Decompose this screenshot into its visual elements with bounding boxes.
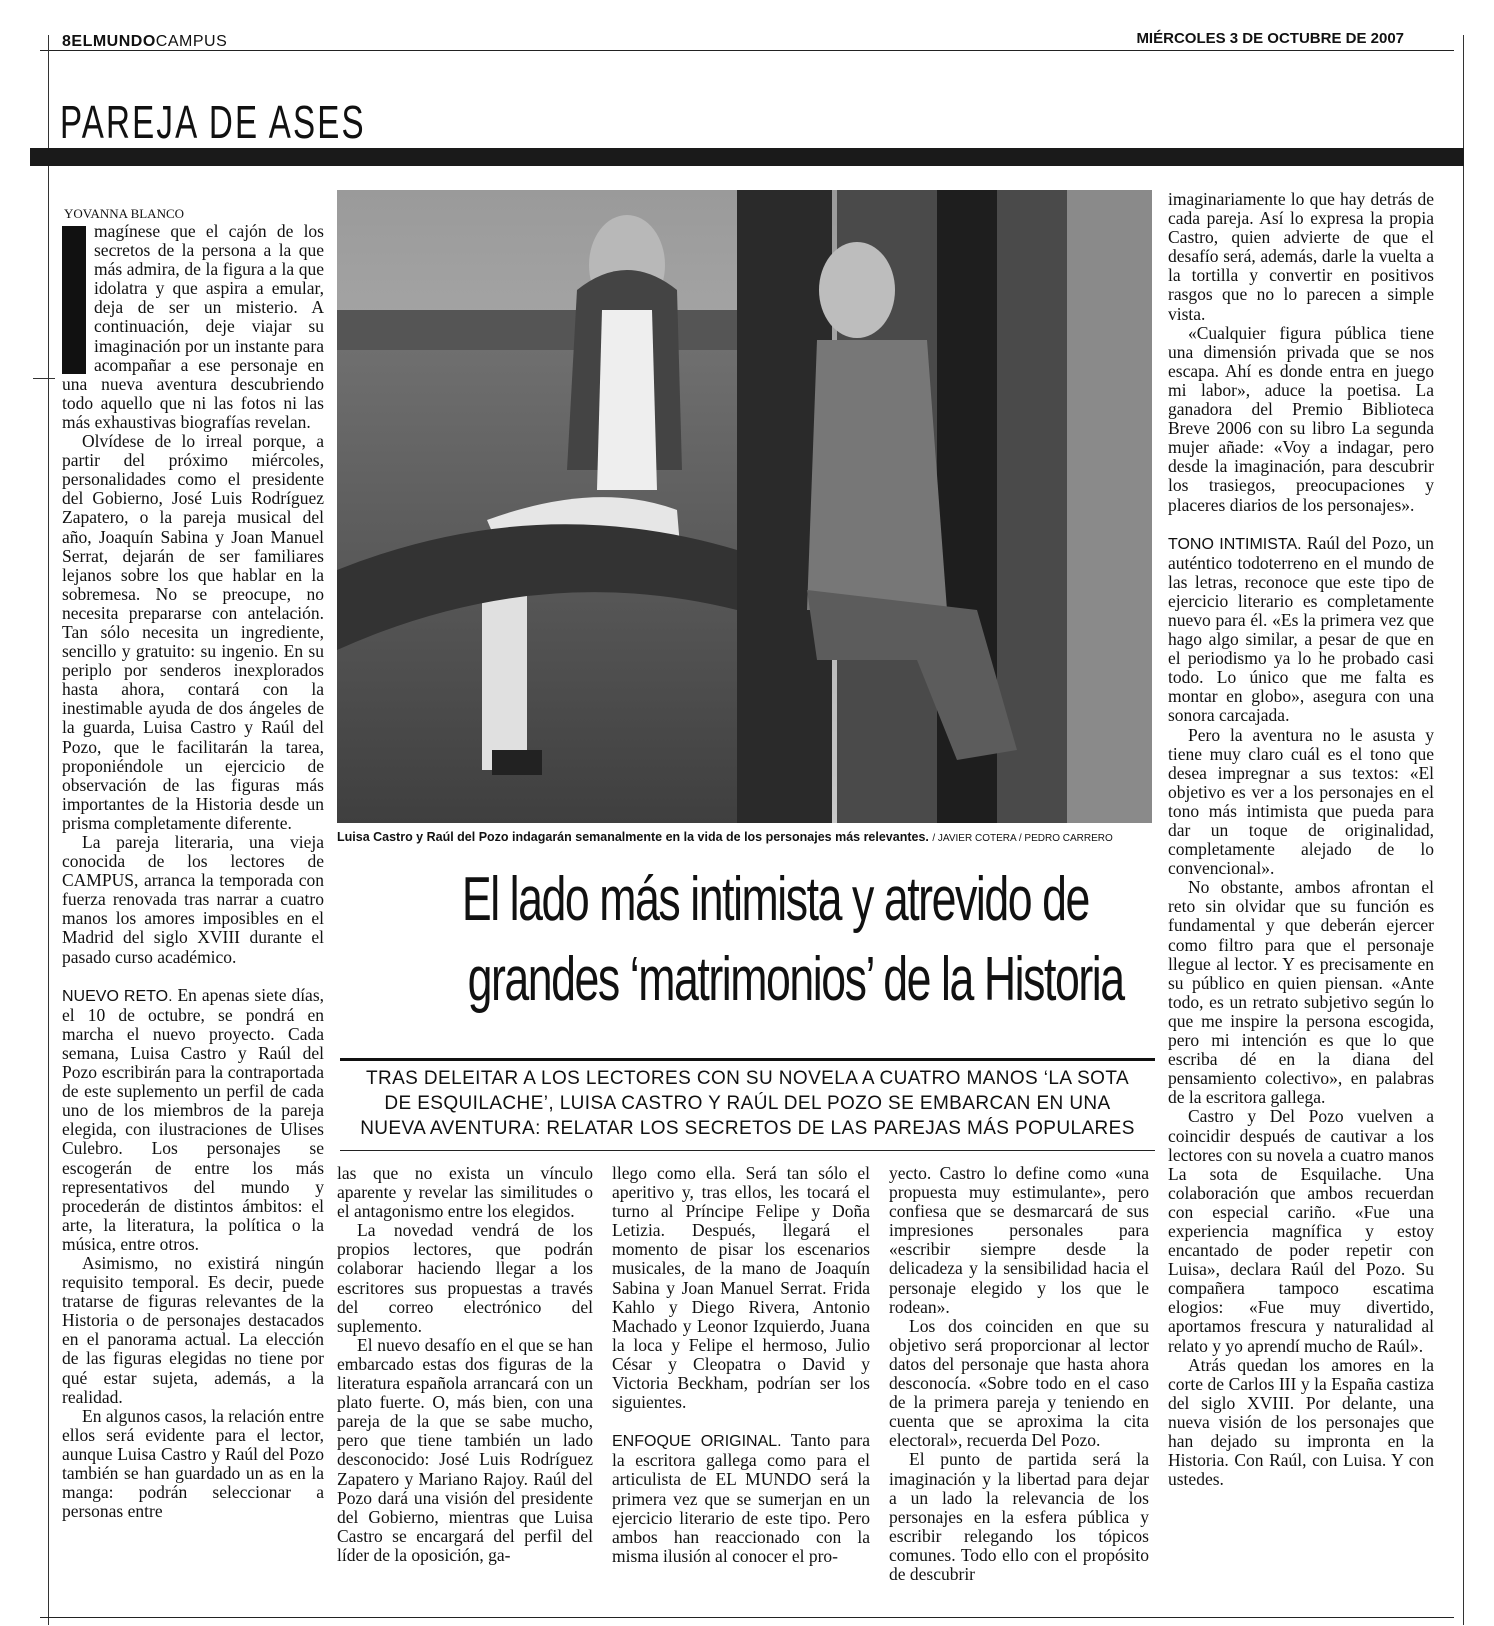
paragraph: La pareja literaria, una vieja conocida de los lectores de CAMPUS, arranca la temporada con fuerza renovada tras narrar a cuatro manos los amores imposibles en el Madrid del siglo XVIII durante el pasado curso académico. [62,832,324,967]
paragraph: No obstante, ambos afrontan el reto sin olvidar que su función es fundamental y que deberán ejercer como filtro para que el personaje llegue al lector. Y es precisamente en su público en quien piensan. «Ante todo, es un retrato subjetivo según lo que me inspire la persona escogida, pero mi intención es que lo que escriba dé en la diana del pensamiento colectivo», en palabras de la escritora gallega. [1168,877,1434,1108]
column-1 [62,222,324,1617]
margin-tick [33,378,55,379]
paragraph: Los dos coinciden en que su objetivo será proporcionar al lector datos del personaje que hasta ahora desconocía. «Sobre todo en el caso de la primera pareja y teniendo en cuenta que se aproxima la cita electoral», recuerda Del Pozo. [889,1315,1149,1451]
column-3 [612,1164,870,1614]
paragraph: ENFOQUE ORIGINAL. Tanto para la escritora gallega como para el articulista de EL MUNDO será la primera vez que se sumerjan en un ejercicio literario de este tipo. Pero ambos han reaccionado con la misma ilusión al conocer el pro- [612,1430,870,1566]
headline-line: El lado más intimista y atrevido de [461,865,1089,934]
brand-name: ELMUNDO [71,33,156,50]
deck-rule [340,1150,1155,1151]
column-4 [889,1164,1149,1614]
byline: YOVANNA BLANCO [64,206,185,221]
paragraph: Asimismo, no existirá ningún requisito temporal. Es decir, puede tratarse de figuras relevantes de la Historia o de personajes destacados en el panorama actual. La elección de las figuras elegidas no tiene por qué estar sujeta, además, a la realidad. [62,1252,324,1407]
kicker: TONO INTIMISTA. [1168,535,1302,553]
issue-date: MIÉRCOLES 3 DE OCTUBRE DE 2007 [1136,30,1404,47]
deck-line: TRAS DELEITAR A LOS LECTORES CON SU NOVELA A CUATRO MANOS ‘LA SOTA [365,1068,1130,1089]
column-2 [337,1164,593,1614]
column-5 [1168,190,1434,1615]
paragraph: Atrás quedan los amores en la corte de Carlos III y la España castiza del siglo XVIII. Por delante, una nueva visión de los personajes que han dejado su impronta en la Historia. Con Raúl, con Luisa. Y con ustedes. [1168,1354,1434,1490]
kicker: NUEVO RETO. [62,987,173,1005]
paragraph: «Cualquier figura pública tiene una dimensión privada que se nos escapa. Ahí es donde entra en juego mi labor», aduce la poetisa. La ganadora del Premio Biblioteca Breve 2006 con su libro La segunda mujer añade: «Voy a indagar, pero desde la imaginación, para descubrir los trasiegos, preocupaciones y placeres diarios de los personajes». [1168,322,1434,515]
page-number: 8 [62,33,72,50]
paragraph: magínese que el cajón de los secretos de la persona a la que más admira, de la figura a la que idolatra y que aspira a emular, deja de ser un misterio. A continuación, deje viajar su imaginación por un instante para acompañar a ese personaje en una nueva aventura descubriendo todo aquello que ni las fotos ni las más exhaustivas biografías revelan. [62,222,324,432]
headline [340,860,1150,1020]
paragraph: NUEVO RETO. En apenas siete días, el 10 de octubre, se pondrá en marcha el nuevo proyecto. Cada semana, Luisa Castro y Raúl del Pozo escribirán para la contraportada de este suplemento un perfil de cada uno de los miembros de la pareja elegida, con ilustraciones de Ulises Culebro. Los personajes se escogerán de entre los más representativos del mundo y procederán de distintos ámbitos: el arte, la literatura, la política o la música, entre otros. [62,984,324,1254]
deck [340,1066,1155,1141]
page-folio [62,33,227,51]
paragraph: TONO INTIMISTA. Raúl del Pozo, un auténtico todoterreno en el mundo de las letras, reconoce que este tipo de ejercicio literario es completamente nuevo para él. «Es la primera vez que hago algo similar, a pesar de que en el periodismo ya lo he probado casi todo. Lo único que me falta es montar en globo», asegura con una sonora carcajada. [1168,532,1434,726]
drop-cap [62,226,86,374]
deck-line: DE ESQUILACHE’, LUISA CASTRO Y RAÚL DEL POZO SE EMBARCAN EN UNA [384,1093,1111,1114]
footer-rule [40,1617,1454,1618]
margin-line-right [1463,35,1464,1625]
paragraph: Olvídese de lo irreal porque, a partir del próximo miércoles, personalidades como el presidente del Gobierno, José Luis Rodríguez Zapatero, o la pareja musical del año, Joaquín Sabina y Joan Manuel Serrat, dejarán de ser familiares lejanos sobre los que hablar en la sobremesa. No se preocupe, no necesita prepararse con antelación. Tan sólo necesita un ingrediente, sencillo y gratuito: su ingenio. En su periplo por senderos inexplorados hasta ahora, contará con la inestimable ayuda de dos ángeles de la guarda, Luisa Castro y Raúl del Pozo, que le facilitarán la tarea, proponiéndole un ejercicio de observación de las figuras más importantes de la Historia desde un prisma completamente diferente. [62,431,324,833]
photo-caption: Luisa Castro y Raúl del Pozo indagarán semanalmente en la vida de los personajes más relevantes. / JAVIER COTERA / PEDRO CARRERO [337,830,1113,844]
article-photo [337,190,1152,823]
paragraph: Pero la aventura no le asusta y tiene muy claro cuál es el tono que desea impregnar a sus textos: «El objetivo es ver a los personajes en el tono más intimista que pueda para dar un toque de originalidad, completamente alejado de lo convencional». [1168,724,1434,879]
paragraph: llego como ella. Será tan sólo el aperitivo y, tras ellos, les tocará el turno al Príncipe Felipe y Doña Letizia. Después, llegará el momento de pisar los escenarios musicales, de la mano de Joaquín Sabina y Joan Manuel Serrat. Frida Kahlo y Diego Rivera, Antonio Machado y Leonor Izquierdo, Juana la loca y Felipe el hermoso, Julio César y Cleopatra o David y Victoria Beckham, podrían ser los siguientes. [612,1164,870,1413]
photo-illustration [337,190,1152,823]
section-brand: CAMPUS [155,33,228,50]
deck-rule [340,1058,1155,1061]
paragraph: La novedad vendrá de los propios lectores, que podrán colaborar haciendo llegar a los escritores sus propuestas a través del correo electrónico del suplemento. [337,1220,593,1336]
headline-line: grandes ‘matrimonios’ de la Historia [467,945,1124,1014]
paragraph: imaginariamente lo que hay detrás de cada pareja. Así lo expresa la propia Castro, quien advierte de que el desafío será, además, darle la vuelta a la tortilla y convertir en positivos rasgos que no lo parecen a simple vista. [1168,190,1434,324]
paragraph: Castro y Del Pozo vuelven a coincidir después de cautivar a los lectores con su novela a cuatro manos La sota de Esquilache. Una colaboración que ambos recuerdan con especial cariño. «Fue una experiencia magnífica y estoy encantado de poder repetir con Luisa», declara Raúl del Pozo. Su compañera tampoco escatima elogios: «Fue muy divertido, aportamos frescura y naturalidad al relato y yo aprendí mucho de Raúl». [1168,1106,1434,1356]
paragraph: El nuevo desafío en el que se han embarcado estas dos figuras de la literatura española arrancará con un plato fuerte. O, más bien, con una pareja de la que se sabe mucho, pero que tiene también un lado desconocido: José Luis Rodríguez Zapatero y Mariano Rajoy. Raúl del Pozo dará una visión del presidente del Gobierno, mientras que Luisa Castro se encargará del perfil del líder de la oposición, ga- [337,1334,593,1565]
paragraph: El punto de partida será la imaginación y la libertad para dejar a un lado la relevancia de los personajes en la esfera pública y escribir relegando los tópicos comunes. Todo ello con el propósito de descubrir [889,1449,1149,1584]
photo-credit: / JAVIER COTERA / PEDRO CARRERO [932,833,1113,844]
deck-line: NUEVA AVENTURA: RELATAR LOS SECRETOS DE LAS PAREJAS MÁS POPULARES [360,1118,1135,1139]
paragraph: yecto. Castro lo define como «una propuesta muy estimulante», pero confiesa que se desmarcará de sus impresiones personales para «escribir siempre desde la delicadeza y la sensibilidad hacia el personaje elegido y los que le rodean». [889,1164,1149,1317]
header-rule [40,50,1454,51]
section-bar [30,148,1464,166]
section-title: PAREJA DE ASES [60,96,366,148]
margin-line-left [48,35,49,1625]
paragraph: las que no exista un vínculo aparente y revelar las similitudes o el antagonismo entre los elegidos. [337,1164,593,1222]
kicker: ENFOQUE ORIGINAL. [612,1433,782,1451]
paragraph: En algunos casos, la relación entre ellos será evidente para el lector, aunque Luisa Castro y Raúl del Pozo también se han guardado un as en la manga: podrán seleccionar a personas entre [62,1405,324,1522]
